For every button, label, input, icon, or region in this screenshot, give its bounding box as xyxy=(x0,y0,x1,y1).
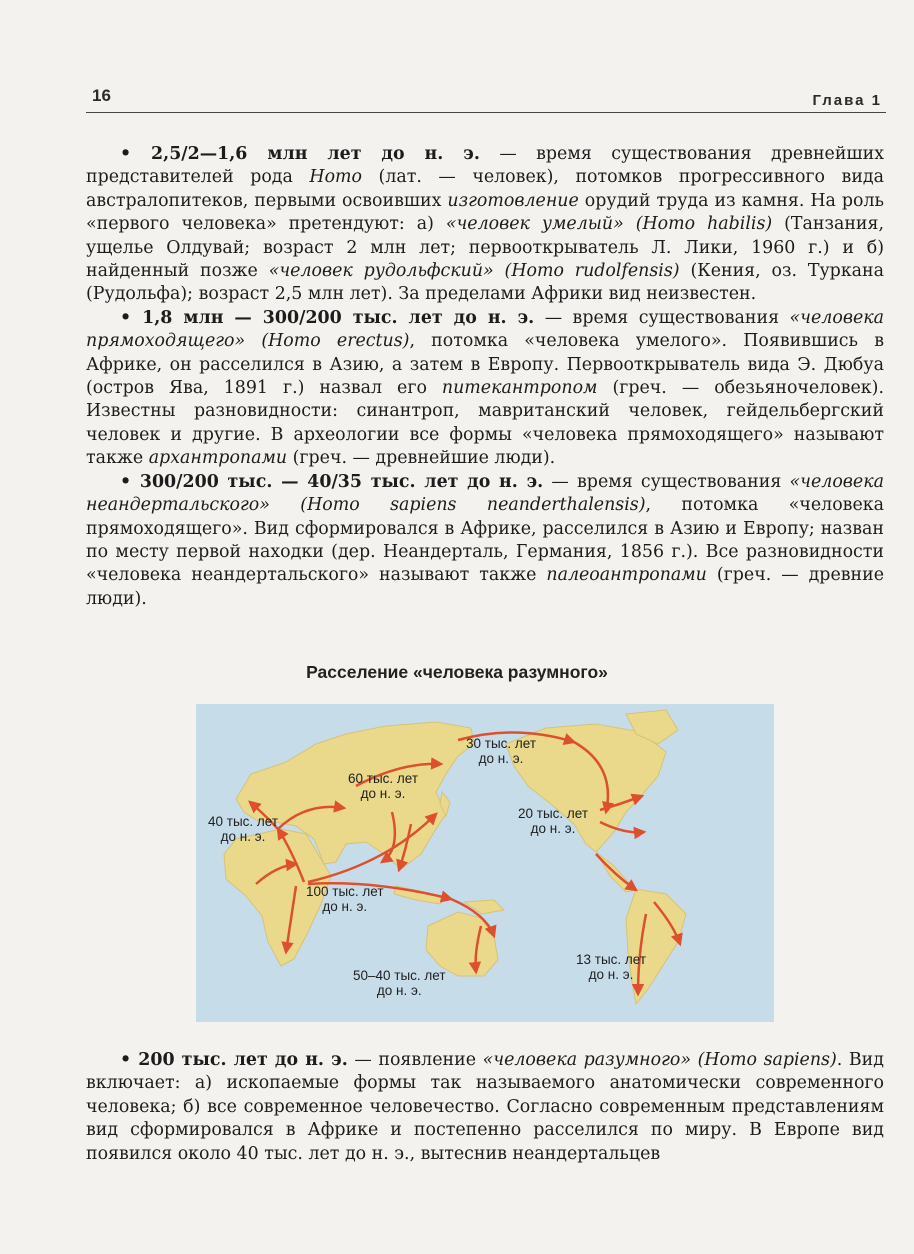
label-60k: 60 тыс. лет до н. э. xyxy=(348,771,419,801)
intro-text xyxy=(86,143,884,611)
label-13k: 13 тыс. лет до н. э. xyxy=(576,952,647,982)
page-number: 16 xyxy=(92,86,111,105)
final-text xyxy=(86,1049,884,1166)
period-heading: • 200 тыс. лет до н. э. xyxy=(120,1050,348,1070)
label-100k: 100 тыс. лет до н. э. xyxy=(306,884,384,914)
australia-landmass xyxy=(426,912,498,976)
label-20k: 20 тыс. лет до н. э. xyxy=(518,806,589,836)
label-50-40k: 50–40 тыс. лет до н. э. xyxy=(353,968,446,998)
paragraph-neanderthal: • 300/200 тыс. — 40/35 тыс. лет до н. э. — время существования «человека неандертальского» (Homo sapiens neanderthalensis), потомка «человека прямоходящего». Вид сформировался в Африке, расселился в Азию и Европу; назван по месту первой находки (дер. Неандерталь, Германия, 1856 г.). Все разновидности «человека неандертальского» называют также палеоантропами (греч. — древние люди). xyxy=(86,471,885,609)
period-heading: • 300/200 тыс. — 40/35 тыс. лет до н. э. xyxy=(120,471,544,492)
label-40k: 40 тыс. лет до н. э. xyxy=(208,814,279,844)
paragraph-homo-earliest: • 2,5/2—1,6 млн лет до н. э. — время существования древнейших представителей рода Homo (лат. — человек), потомков прогрессивного вида австралопитеков, первыми освоивших изготовление орудий труда из камня. На роль «первого человека» претендуют: а) «человек умелый» (Homo habilis) (Танзания, ущелье Олдувай; возраст 2 млн лет; первооткрыватель Л. Лики, 1960 г.) и б) найденный позже «человек рудольфский» (Homo rudolfensis) (Кения, оз. Туркана (Рудольфа); возраст 2,5 млн лет). За пределами Африки вид неизвестен. xyxy=(86,144,885,305)
period-heading: • 2,5/2—1,6 млн лет до н. э. xyxy=(120,144,480,164)
label-30k: 30 тыс. лет до н. э. xyxy=(466,736,537,766)
period-heading: • 1,8 млн — 300/200 тыс. лет до н. э. xyxy=(120,307,535,328)
paragraph-homo-erectus: • 1,8 млн — 300/200 тыс. лет до н. э. — время существования «человека прямоходящего» (Homo erectus), потомка «человека умелого». Появившись в Африке, он расселился в Азию, а затем в Европу. Первооткрыватель вида Э. Дюбуа (остров Ява, 1891 г.) назвал его питекантропом (греч. — обезьяночеловек). Известны разновидности: синантроп, мавританский человек, гейдельбергский человек и другие. В археологии все формы «человека прямоходящего» называют также архантропами (греч. — древнейшие люди). xyxy=(86,307,884,469)
new-guinea xyxy=(464,900,504,914)
chapter-title: Глава 1 xyxy=(812,92,882,109)
header-rule xyxy=(86,112,886,113)
paragraph-homo-sapiens: • 200 тыс. лет до н. э. — появление «человека разумного» (Homo sapiens). Вид включает: а) ископаемые формы так называемого анатомически современного человека; б) все современное человечество. Согласно современным представлениям вид сформировался в Африке и постепенно расселился по миру. В Европе вид появился около 40 тыс. лет до н. э., вытеснив неандертальцев xyxy=(86,1050,884,1164)
migration-map xyxy=(196,704,774,1022)
map-title: Расселение «человека разумного» xyxy=(306,662,608,682)
